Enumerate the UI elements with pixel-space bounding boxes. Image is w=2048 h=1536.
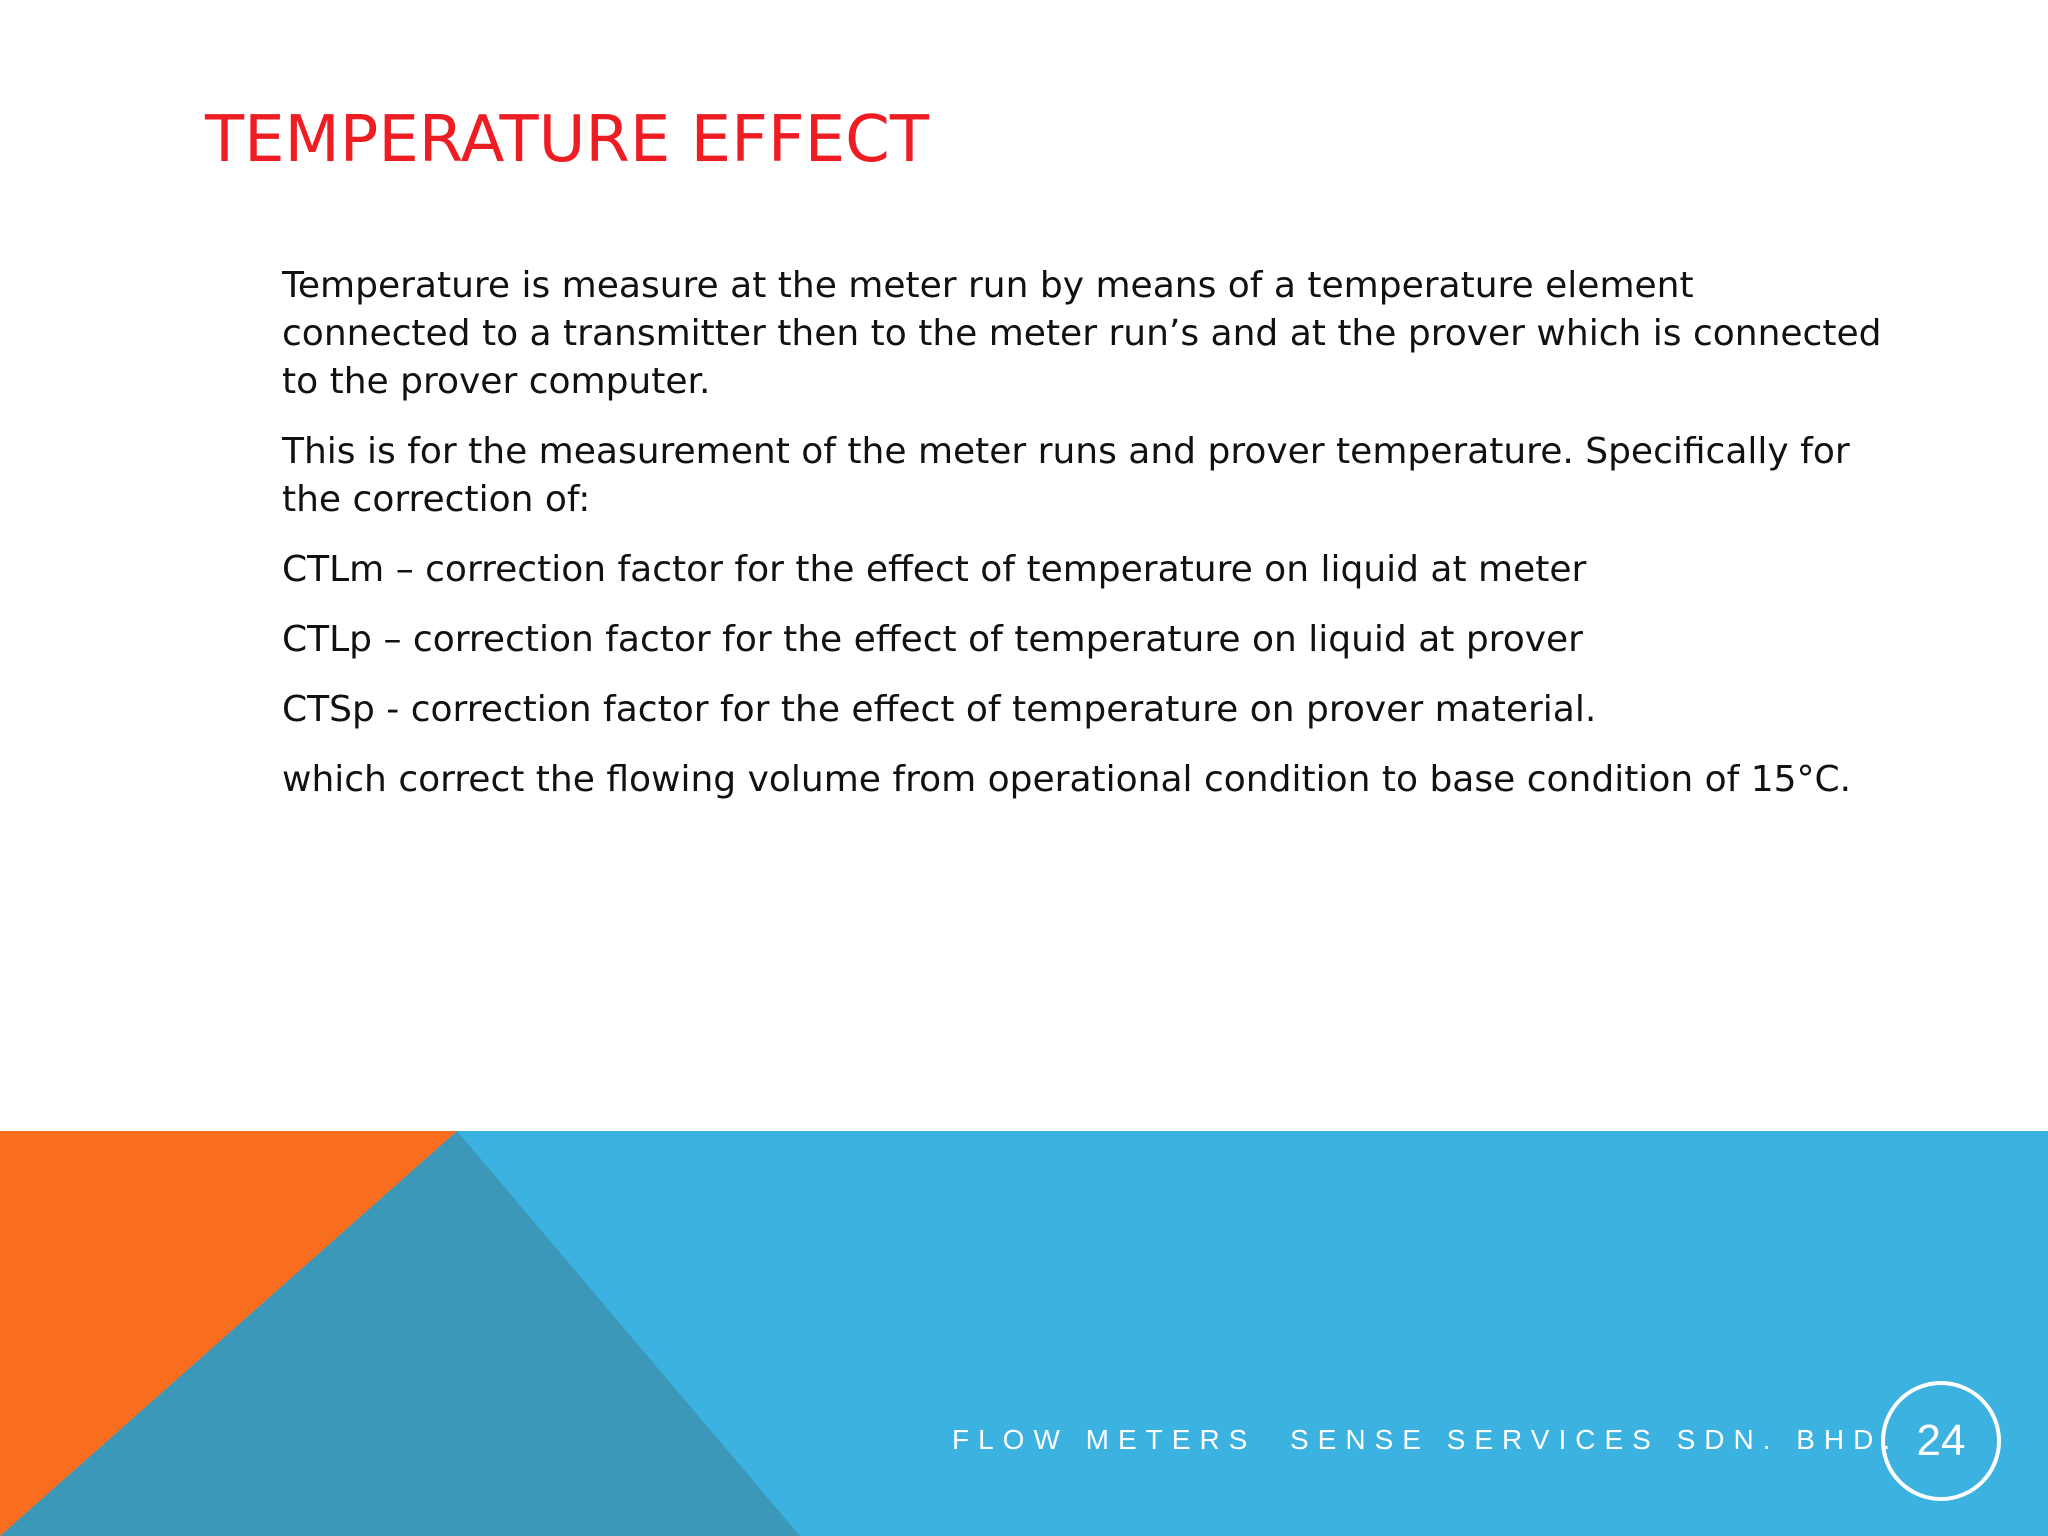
body-paragraph: This is for the measurement of the meter runs and prover temperature. Specifically for the correction of: — [282, 431, 1850, 520]
body-paragraph: CTLp – correction factor for the effect of temperature on liquid at prover — [282, 619, 1583, 660]
body-paragraph: CTSp - correction factor for the effect of temperature on prover material. — [282, 689, 1597, 730]
body-paragraph: Temperature is measure at the meter run by means of a temperature element connected to a transmitter then to the meter run’s and at the prover which is connected to the prover computer. — [282, 265, 1882, 402]
page-number: 24 — [1916, 1416, 1966, 1465]
slide-title: TEMPERATURE EFFECT — [205, 103, 929, 177]
slide-body — [282, 262, 1882, 826]
footer-decoration — [0, 1131, 2048, 1536]
page-number-badge — [1881, 1381, 2001, 1501]
body-paragraph: CTLm – correction factor for the effect of temperature on liquid at meter — [282, 549, 1587, 590]
footer-company-name: SENSE SERVICES SDN. BHD. — [1290, 1424, 1900, 1455]
footer-presentation-title: FLOW METERS — [952, 1424, 1257, 1455]
body-paragraph: which correct the flowing volume from operational condition to base condition of 15°C. — [282, 759, 1852, 800]
